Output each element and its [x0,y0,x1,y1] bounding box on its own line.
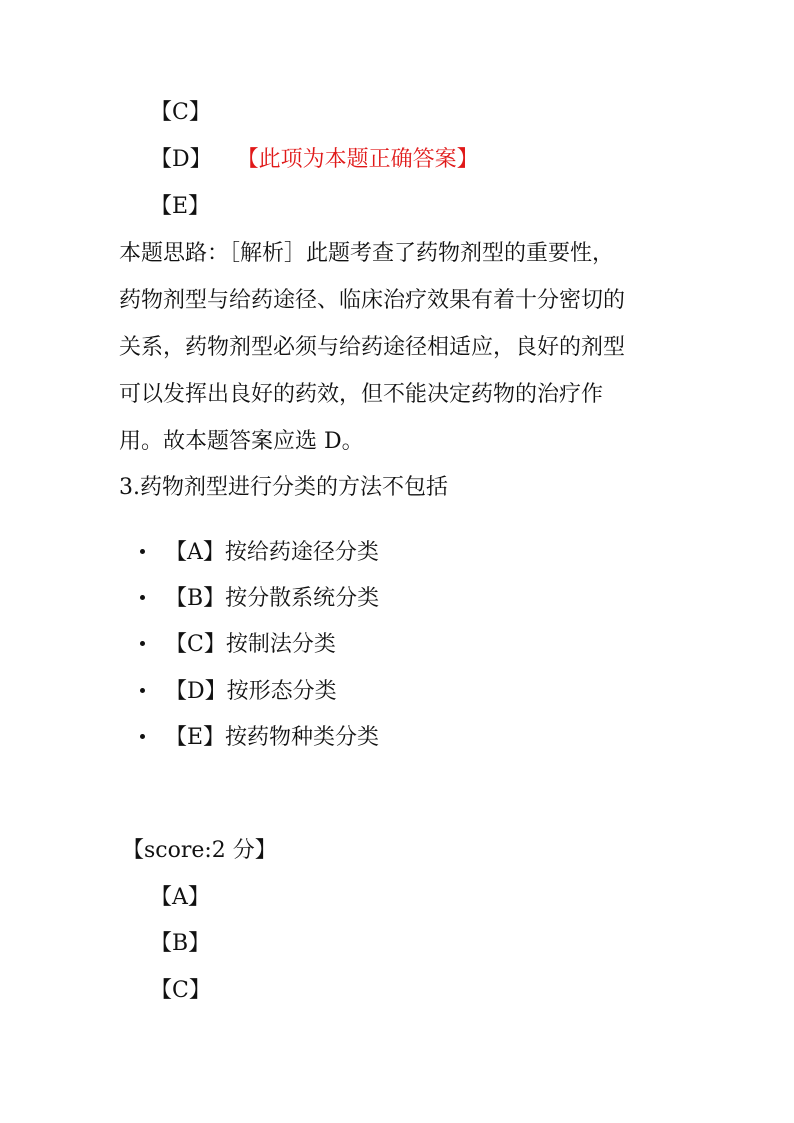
choice-item[interactable] [140,630,336,660]
explanation-line-5: 用。故本题答案应选 D。 [119,429,364,454]
answer-option-c[interactable]: 【C】 [150,978,211,1003]
choice-item[interactable] [140,538,379,568]
choice-item[interactable] [140,677,337,707]
explanation-line-3: 关系，药物剂型必须与给药途径相适应，良好的剂型 [119,335,626,360]
choice-item[interactable] [140,584,379,614]
explanation-line-1: 本题思路：［解析］此题考查了药物剂型的重要性， [119,241,615,266]
bullet-icon [140,595,145,600]
bullet-icon [140,734,145,739]
answer-option-a[interactable]: 【A】 [150,885,210,910]
question-text: 药物剂型进行分类的方法不包括 [140,475,449,500]
choice-c-text: 【C】按制法分类 [165,632,336,657]
correct-answer-marker: 【此项为本题正确答案】 [247,147,479,172]
option-c-label: 【C】 [150,100,211,125]
choice-a-text: 【A】按给药途径分类 [165,540,379,565]
choice-item[interactable] [140,723,379,753]
question-title [119,473,448,503]
option-e-label: 【E】 [150,194,211,219]
choice-d-text: 【D】按形态分类 [165,679,337,704]
option-d-row [150,145,479,175]
explanation-line-2: 药物剂型与给药途径、临床治疗效果有着十分密切的 [119,288,626,313]
option-d-label: 【D】 [150,147,212,172]
answer-option-b[interactable]: 【B】 [150,931,211,956]
choice-b-text: 【B】按分散系统分类 [165,586,380,611]
score-label: 【score:2 分】 [122,838,277,863]
question-number: 3. [119,475,140,500]
bullet-icon [140,641,145,646]
bullet-icon [140,688,145,693]
bullet-icon [140,549,145,554]
explanation-line-4: 可以发挥出良好的药效，但不能决定药物的治疗作 [119,382,604,407]
choice-e-text: 【E】按药物种类分类 [165,725,380,750]
